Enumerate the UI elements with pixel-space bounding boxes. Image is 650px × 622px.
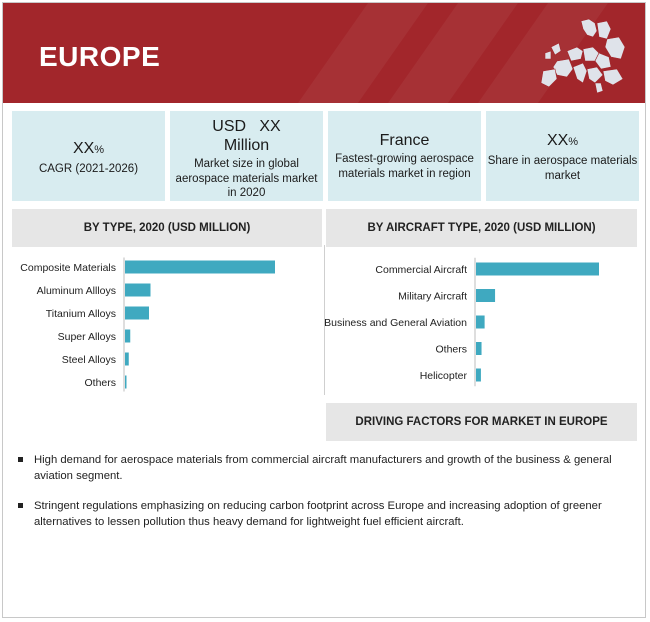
bar [476, 263, 599, 276]
stat-cagr [12, 111, 165, 201]
bar [125, 261, 275, 274]
driving-factor-text: High demand for aerospace materials from commercial aircraft manufacturers and growth of the business & general aviation segment. [34, 454, 612, 482]
stat-share-value: XX [546, 132, 569, 149]
stat-fastest-growing-desc: Fastest-growing aerospace materials market in region [335, 153, 474, 180]
category-label: Military Aircraft [398, 290, 467, 303]
stat-share [486, 111, 639, 201]
chart-by-aircraft-type [326, 250, 637, 395]
stat-cagr-value: XX [72, 140, 95, 157]
driving-factor-text: Stringent regulations emphasizing on reducing carbon footprint across Europe and increasing adoption of greener alternatives to lessen pollution thus heavy demand for lightweight fuel efficient aircraft. [34, 500, 602, 528]
bar [476, 316, 485, 329]
bullet-icon [18, 457, 23, 462]
category-label: Others [435, 343, 467, 356]
bar [476, 289, 495, 302]
bar [476, 369, 481, 382]
bar [125, 376, 127, 389]
stat-market-size-value: USD XX Million [212, 118, 286, 154]
bar [125, 330, 130, 343]
category-label: Others [84, 377, 116, 389]
category-label: Commercial Aircraft [375, 264, 467, 276]
key-stats [12, 111, 639, 201]
bar [125, 307, 149, 320]
bar [125, 284, 151, 297]
bullet-icon [18, 503, 23, 508]
stat-market-size [170, 111, 323, 201]
stat-cagr-desc: CAGR (2021-2026) [38, 163, 139, 175]
stat-share-desc: Share in aerospace materials market [487, 155, 638, 182]
europe-map-icon [537, 17, 629, 95]
chart-type-title: BY TYPE, 2020 (USD MILLION) [12, 209, 322, 247]
driving-factors-list [16, 452, 626, 544]
stat-fastest-growing-value: France [379, 132, 430, 149]
region-title: EUROPE [39, 41, 161, 72]
driving-factors-title: DRIVING FACTORS FOR MARKET IN EUROPE [326, 403, 637, 441]
bar [476, 342, 482, 355]
chart-by-type [12, 250, 322, 395]
category-label: Business and General Aviation [324, 317, 467, 329]
stat-fastest-growing [328, 111, 481, 201]
stat-cagr-unit: % [94, 144, 105, 156]
category-label: Super Alloys [57, 331, 116, 343]
header-banner [3, 3, 645, 103]
list-item [16, 452, 626, 484]
bar [125, 353, 129, 366]
list-item [16, 498, 626, 530]
category-label: Aluminum Allloys [36, 285, 116, 297]
chart-aircraft-title: BY AIRCRAFT TYPE, 2020 (USD MILLION) [326, 209, 637, 247]
category-label: Titanium Alloys [45, 308, 116, 320]
category-label: Composite Materials [20, 262, 116, 274]
stat-share-unit: % [568, 136, 579, 148]
category-label: Steel Alloys [61, 354, 116, 366]
category-label: Helicopter [419, 370, 467, 382]
stat-market-size-desc: Market size in global aerospace materials market in 2020 [175, 158, 318, 199]
